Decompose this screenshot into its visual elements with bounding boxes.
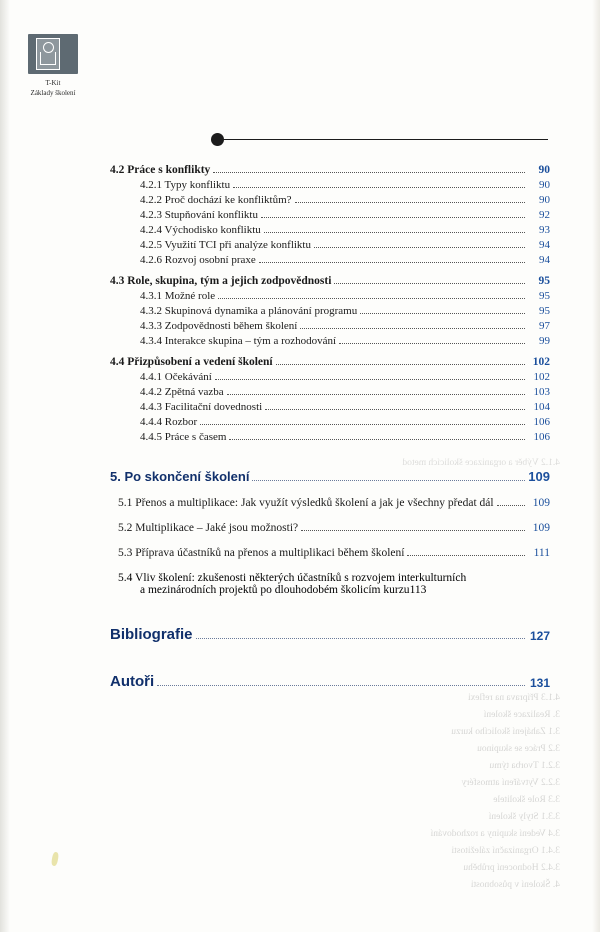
toc-entry-label: 5.3 Příprava účastníků na přenos a multiplikaci během školení [118, 547, 405, 559]
toc-entry[interactable] [110, 224, 550, 236]
toc-backmatter-autori[interactable] [110, 673, 550, 690]
toc-entry[interactable] [110, 239, 550, 251]
toc-entry[interactable] [110, 320, 550, 332]
toc-leader [276, 364, 525, 365]
toc-entry-page: 113 [409, 584, 427, 596]
toc-entry-page: 97 [539, 320, 550, 332]
toc-entry-page: 104 [533, 401, 550, 413]
toc-entry-label: 4.3.4 Interakce skupina – tým a rozhodování [140, 335, 337, 347]
paper-smudge [51, 852, 59, 867]
toc-entry-page: 106 [533, 431, 550, 443]
toc-entry-page: 94 [539, 239, 550, 251]
ghost-line: 3. Realizace školení [483, 710, 560, 720]
ghost-line: 4. Školení v působnosti [470, 880, 560, 890]
toc-entry-page: 95 [539, 305, 550, 317]
table-of-contents [110, 155, 550, 690]
toc-entry-page: 93 [539, 224, 550, 236]
toc-leader [407, 555, 525, 556]
toc-backmatter-page: 127 [529, 629, 550, 643]
toc-entry-label-line1: 5.4 Vliv školení: zkušenosti některých účastníků s rozvojem interkulturních [118, 572, 467, 584]
toc-entry-page: 111 [533, 547, 550, 559]
toc-entry-page: 94 [539, 254, 550, 266]
toc-entry-label: 4.2.4 Východisko konfliktu [140, 224, 261, 236]
toc-leader [196, 638, 525, 639]
toc-entry-label: 4.2.3 Stupňování konfliktu [140, 209, 258, 221]
toc-leader [314, 247, 525, 248]
toc-entry[interactable] [110, 335, 550, 347]
toc-leader [213, 172, 525, 173]
toc-entry-label: 5.2 Multiplikace – Jaké jsou možnosti? [118, 522, 299, 534]
toc-entry-page: 95 [539, 290, 550, 302]
ghost-line: 4.1.2 Výběr a organizace školicích metod [402, 458, 560, 468]
toc-leader [334, 283, 525, 284]
toc-entry[interactable] [110, 305, 550, 317]
ghost-line: 3.3.1 Styly školení [488, 812, 560, 822]
toc-leader [300, 328, 525, 329]
toc-leader [264, 232, 525, 233]
toc-entry-label: 4.2.1 Typy konfliktu [140, 179, 231, 191]
toc-entry-label: 4.3 Role, skupina, tým a jejich zodpovědnosti [110, 275, 332, 287]
toc-entry-label: 4.4.1 Očekávání [140, 371, 212, 383]
toc-leader [233, 187, 525, 188]
toc-leader [261, 217, 525, 218]
toc-entry[interactable] [110, 547, 550, 559]
toc-entry-page: 99 [539, 335, 550, 347]
toc-entry-label: 4.4.2 Zpětná vazba [140, 386, 224, 398]
toc-leader [218, 298, 525, 299]
toc-entry[interactable] [110, 401, 550, 413]
toc-chapter-heading[interactable] [110, 469, 550, 484]
toc-leader [215, 379, 525, 380]
decorative-rule [215, 139, 548, 140]
toc-entry[interactable] [110, 179, 550, 191]
toc-entry-page: 102 [532, 356, 550, 368]
tkit-logo-block [18, 34, 88, 98]
toc-entry[interactable] [110, 254, 550, 266]
toc-entry-label: 4.3.1 Možné role [140, 290, 216, 302]
toc-entry-label: 4.2.6 Rozvoj osobní praxe [140, 254, 256, 266]
toc-entry-label: 4.2 Práce s konflikty [110, 164, 211, 176]
toc-entry[interactable] [110, 164, 550, 176]
toc-entry-label: 4.4.4 Rozbor [140, 416, 198, 428]
ghost-line: 3.4 Vedení skupiny a rozhodování [430, 829, 560, 839]
toc-entry-page: 92 [539, 209, 550, 221]
ghost-line: 3.4.1 Organizační záležitosti [451, 846, 560, 856]
toc-entry-label: 4.3.2 Skupinová dynamika a plánování programu [140, 305, 358, 317]
toc-backmatter-label: Bibliografie [110, 626, 193, 643]
toc-leader [295, 202, 525, 203]
toc-entry-page: 90 [539, 179, 550, 191]
toc-leader [200, 424, 525, 425]
toc-entry-label: 5.1 Přenos a multiplikace: Jak využít výsledků školení a jak je všechny předat dál [118, 497, 494, 509]
toc-entry-page: 90 [539, 194, 550, 206]
toc-entry[interactable] [110, 275, 550, 287]
toc-backmatter-bibliografie[interactable] [110, 626, 550, 643]
toc-leader [252, 480, 525, 481]
toc-backmatter-label: Autoři [110, 673, 155, 690]
toc-entry-page: 103 [533, 386, 550, 398]
toc-entry[interactable] [110, 386, 550, 398]
toc-leader [265, 409, 525, 410]
toc-entry-label: 4.3.3 Zodpovědnosti během školení [140, 320, 298, 332]
toc-leader [157, 685, 525, 686]
toc-entry-page: 106 [533, 416, 550, 428]
bleed-through-text-lower [40, 690, 560, 894]
ghost-line: 3.2.1 Tvorba týmu [489, 761, 560, 771]
toc-entry-page: 109 [532, 522, 550, 534]
toc-leader [360, 313, 525, 314]
toc-entry[interactable] [110, 356, 550, 368]
toc-entry[interactable] [110, 416, 550, 428]
toc-leader [339, 343, 525, 344]
ghost-line: 3.3 Role školitele [493, 795, 560, 805]
toc-chapter-page: 109 [528, 469, 550, 484]
ghost-line: 3.4.2 Hodnocení průběhu [463, 863, 560, 873]
toc-entry[interactable] [110, 209, 550, 221]
toc-entry-label-line2: a mezinárodních projektů po dlouhodobém školicím kurzu [140, 584, 410, 596]
toc-leader [497, 505, 525, 506]
toc-entry[interactable] [110, 497, 550, 509]
toc-entry[interactable] [110, 194, 550, 206]
toc-entry[interactable] [110, 431, 550, 443]
toc-entry-label: 4.4.5 Práce s časem [140, 431, 227, 443]
toc-entry-page: 109 [532, 497, 550, 509]
toc-chapter-label: 5. Po skončení školení [110, 469, 250, 484]
toc-entry[interactable] [110, 371, 550, 383]
toc-entry[interactable] [110, 522, 550, 534]
toc-entry[interactable] [110, 572, 550, 596]
ghost-line: 3.1 Zahájení školicího kurzu [451, 727, 560, 737]
toc-entry-label: 4.2.5 Využití TCI při analýze konfliktu [140, 239, 311, 251]
logo-title-line2: Základy školení [30, 88, 76, 97]
logo-title-line1: T-Kit [45, 79, 61, 87]
ghost-line: 4.1.3 Příprava na reflexi [467, 693, 560, 703]
toc-entry-label: 4.4.3 Facilitační dovednosti [140, 401, 263, 413]
ghost-line: 3.2 Práce se skupinou [477, 744, 560, 754]
toc-entry-page: 90 [538, 164, 550, 176]
toc-entry-label: 4.4 Přizpůsobení a vedení školení [110, 356, 273, 368]
toc-entry-label: 4.2.2 Proč dochází ke konfliktům? [140, 194, 292, 206]
toc-entry-page: 95 [538, 275, 550, 287]
toc-leader [301, 530, 525, 531]
toc-entry[interactable] [110, 290, 550, 302]
trainer-flipchart-icon [28, 34, 78, 74]
toc-leader [229, 439, 525, 440]
toc-leader [227, 394, 525, 395]
toc-entry-page: 102 [533, 371, 550, 383]
ghost-line: 3.2.2 Vytváření atmosféry [461, 778, 560, 788]
toc-leader [259, 262, 525, 263]
toc-backmatter-page: 131 [529, 676, 550, 690]
